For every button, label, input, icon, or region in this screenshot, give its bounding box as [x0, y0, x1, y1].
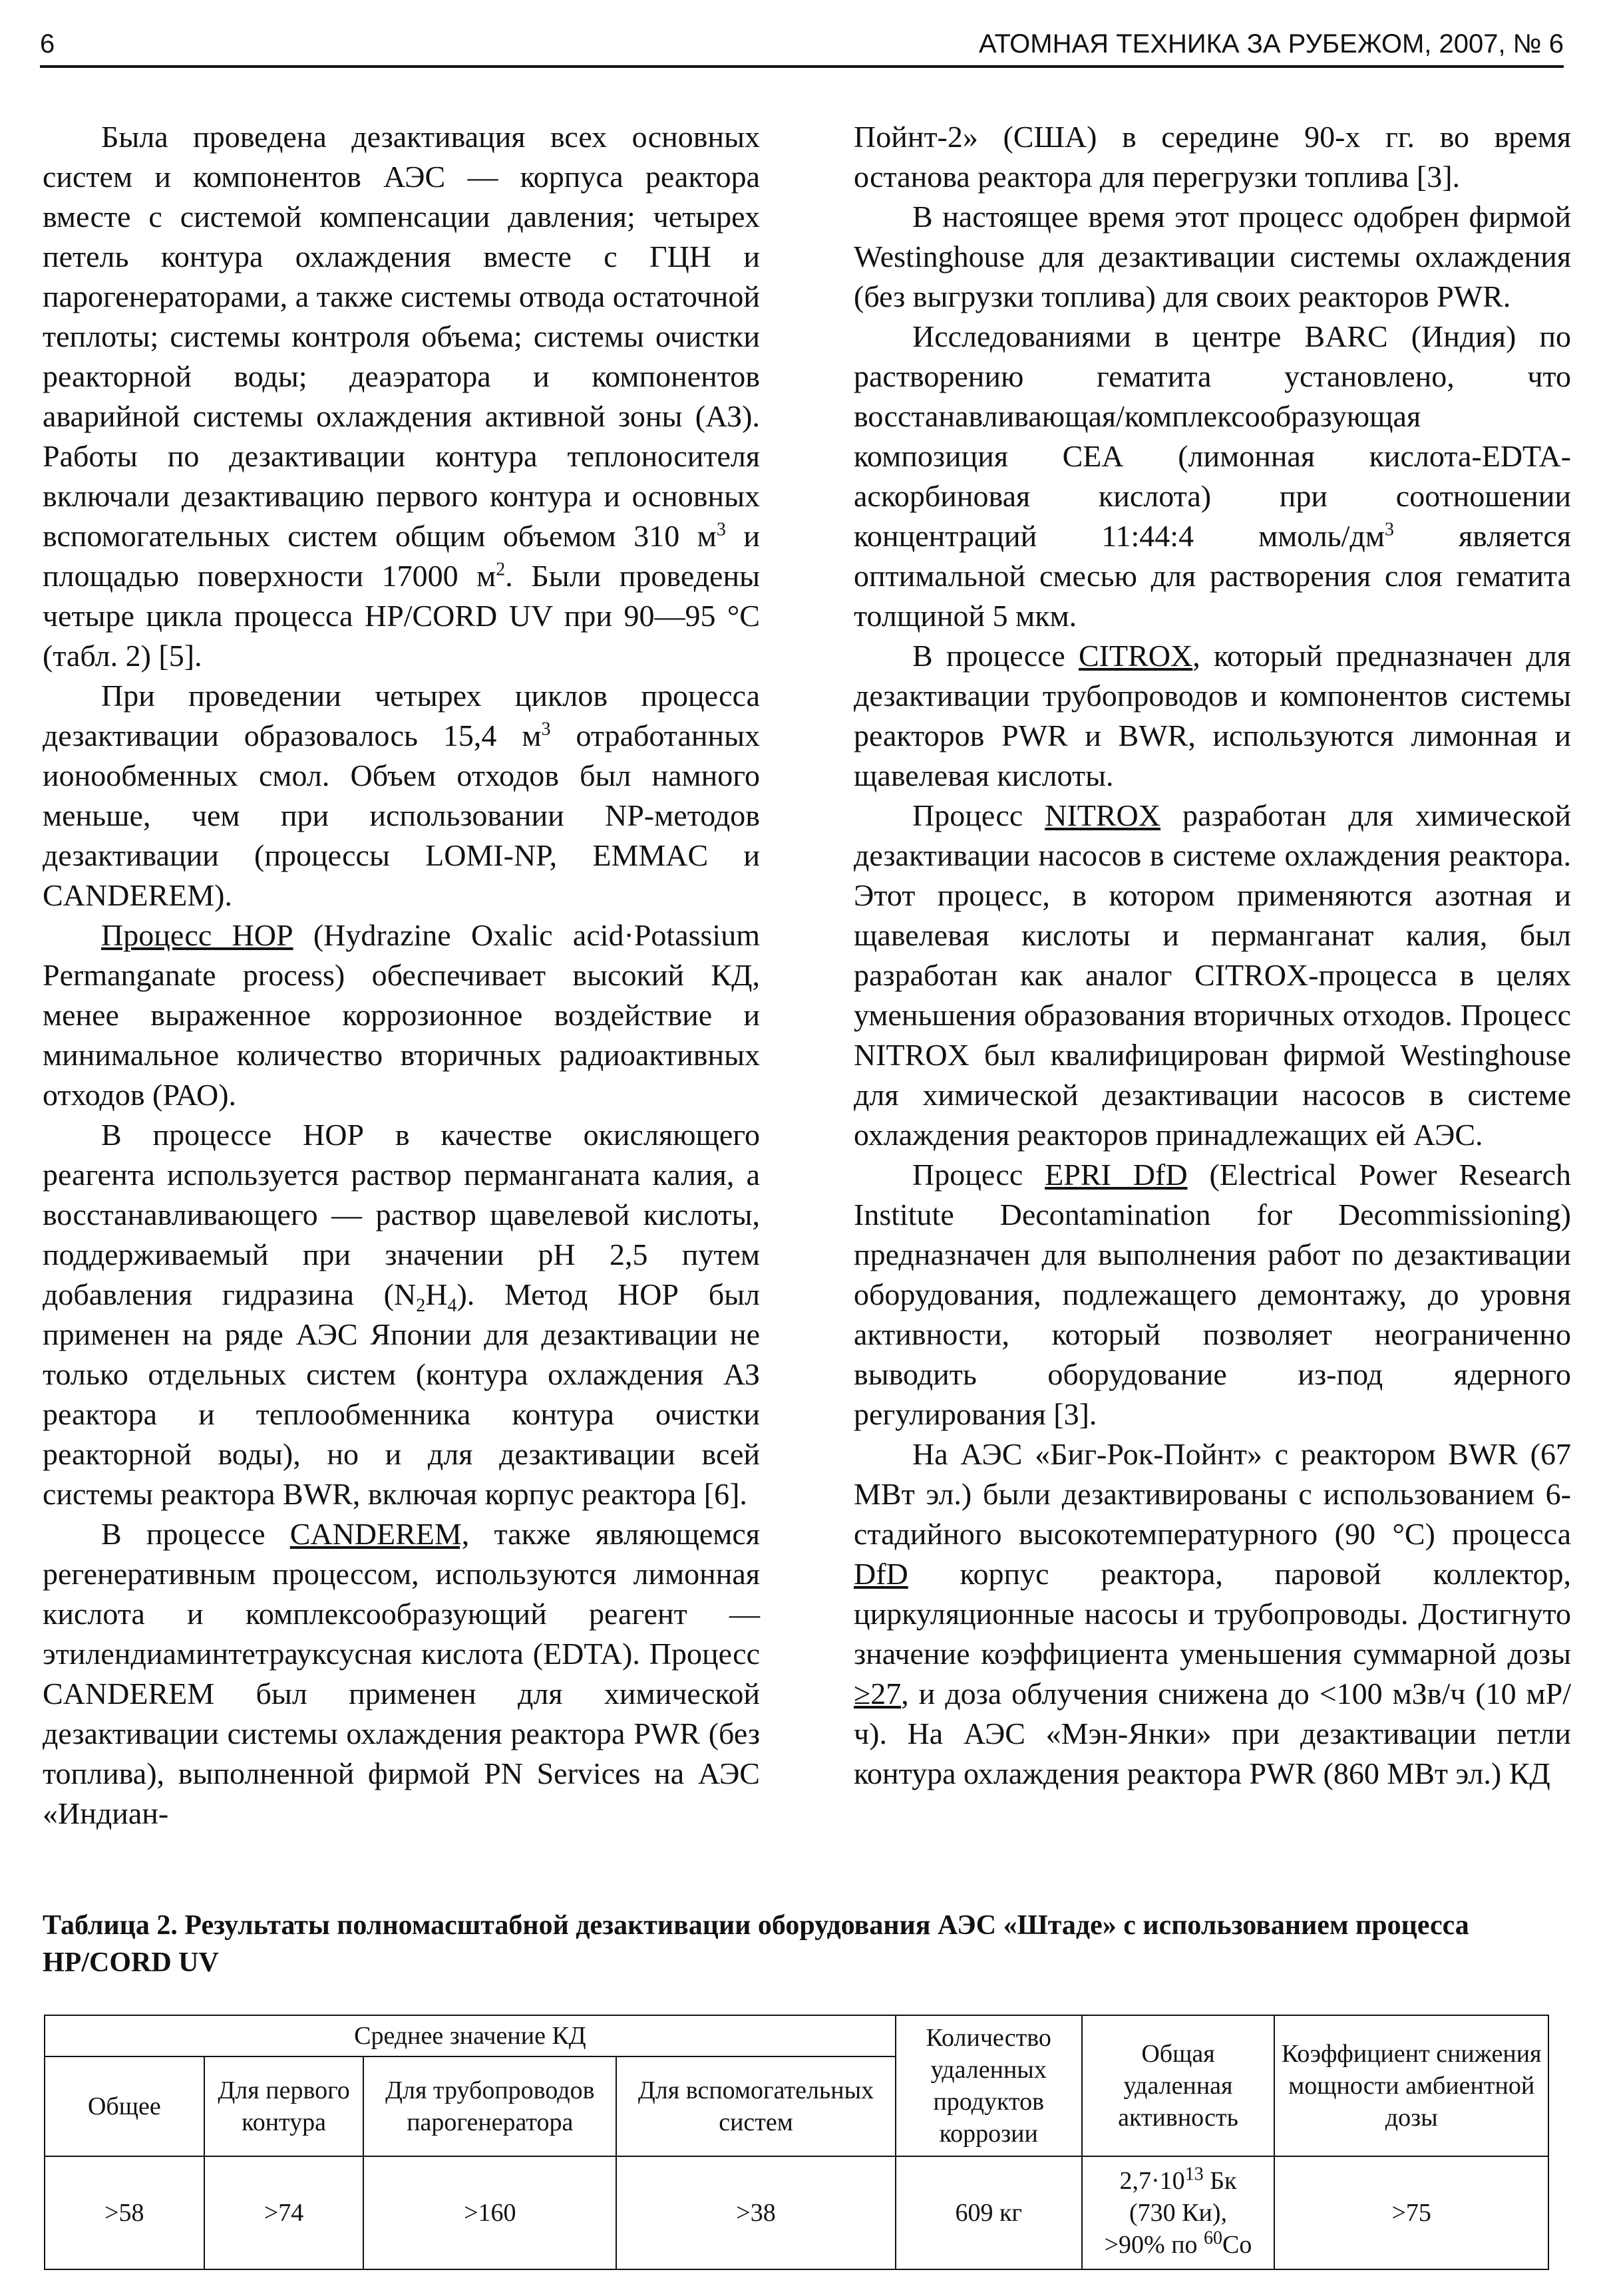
- process-term: DfD: [854, 1557, 908, 1591]
- cell-dose: >75: [1274, 2156, 1548, 2269]
- col-header-aux: Для вспомогательных систем: [616, 2056, 896, 2156]
- paragraph: На АЭС «Биг-Рок-Пойнт» с реактором BWR (67 МВт эл.) были дезактивированы с использованием 6-стадийного высокотемпературного (90 °С) процесса DfD корпус реактора, паровой коллектор, циркуляционные насосы и трубопроводы. Достигнуто значение коэффициента уменьшения суммарной дозы ≥27, и доза облучения снижена до <100 мЗв/ч (10 мР/ч). На АЭС «Мэн-Янки» при дезактивации петли контура охлаждения реактора PWR (860 МВт эл.) КД: [854, 1437, 1571, 1790]
- col-header-primary: Для первого контура: [204, 2056, 364, 2156]
- cell-primary: >74: [204, 2156, 364, 2269]
- cell-activity: $2,7\cdot 10^{13}$ Бк (730 Ки), >90% по $^{60}$Со: [1082, 2156, 1275, 2269]
- col-header-activity: Общая удаленная активность: [1082, 2015, 1275, 2156]
- page-number: 6: [40, 29, 55, 59]
- table-caption: Таблица 2. Результаты полномасштабной дезактивации оборудования АЭС «Штаде» с использованием процесса HP/CORD UV: [43, 1910, 1469, 1978]
- paragraph: В процессе НОР в качестве окисляющего реагента используется раствор перманганата калия, а восстанавливающего — раствор щавелевой кислоты, поддерживаемый при значении pH 2,5 путем добавления гидразина $(N_2H_4)$. Метод НОР был применен на ряде АЭС Японии для дезактивации не только отдельных систем (контура охлаждения АЗ реактора и теплообменника контура очистки реакторной воды), но и для дезактивации всей системы реактора BWR, включая корпус реактора [6].: [43, 1118, 760, 1511]
- process-term: NITROX: [1045, 798, 1160, 832]
- journal-title: АТОМНАЯ ТЕХНИКА ЗА РУБЕЖОМ, 2007, № 6: [978, 29, 1564, 59]
- col-header-total: Общее: [45, 2056, 204, 2156]
- cell-total: >58: [45, 2156, 204, 2269]
- col-header-dose: Коэффициент снижения мощности амбиентной дозы: [1274, 2015, 1548, 2156]
- paragraph: В процессе CITROX, который предназначен для дезактивации трубопроводов и компонентов системы реакторов PWR и BWR, используются лимонная и щавелевая кислоты.: [854, 639, 1572, 792]
- paragraph: Была проведена дезактивация всех основных систем и компонентов АЭС — корпуса реактора вместе с системой компенсации давления; четырех петель контура охлаждения вместе с ГЦН и парогенераторами, а также системы отвода остаточной теплоты; системы контроля объема; системы очистки реакторной воды; деаэратора и компонентов аварийной системы охлаждения активной зоны (АЗ). Работы по дезактивации контура теплоносителя включали дезактивацию первого контура и основных вспомогательных систем общим объемом 310 $м^3$ и площадью поверхности 17000 $м^2$. Были проведены четыре цикла процесса HP/CORD UV при 90—95 °С (табл. 2) [5].: [43, 120, 760, 673]
- process-term: CANDEREM,: [289, 1517, 470, 1551]
- paragraph: В процессе CANDEREM, также являющемся регенеративным процессом, используются лимонная кислота и комплексообразующий реагент — этилендиаминтетрауксусная кислота (EDTA). Процесс CANDEREM был применен для химической дезактивации системы охлаждения реактора PWR (без топлива), выполненной фирмой PN Services на АЭС «Индиан-: [43, 1517, 760, 1830]
- group-header: Среднее значение КД: [45, 2015, 896, 2056]
- paragraph: При проведении четырех циклов процесса дезактивации образовалось 15,4 $м^3$ отработанных ионообменных смол. Объем отходов был намного меньше, чем при использовании NP-методов дезактивации (процессы LOMI-NP, EMMAC и CANDEREM).: [43, 679, 761, 912]
- paragraph: Процесс NITROX разработан для химической дезактивации насосов в системе охлаждения реактора. Этот процесс, в котором применяются азотная и щавелевая кислоты и перманганат калия, был разработан как аналог CITROX-процесса в целях уменьшения образования вторичных отходов. Процесс NITROX был квалифицирован фирмой Westinghouse для химической дезактивации насосов в системе охлаждения реакторов принадлежащих ей АЭС.: [854, 798, 1572, 1152]
- process-term: CITROX: [1078, 639, 1193, 673]
- paragraph: Процесс НОР (Hydrazine Oxalic acid·Potassium Permanganate process) обеспечивает высокий КД, менее выраженное коррозионное воздействие и минимальное количество вторичных радиоактивных отходов (РАО).: [43, 918, 760, 1112]
- process-term: Процесс НОР: [101, 918, 293, 952]
- cell-corrosion: 609 кг: [896, 2156, 1082, 2269]
- cell-sg-pipes: >160: [363, 2156, 616, 2269]
- right-column: [854, 117, 1571, 1794]
- results-table: [44, 2015, 1549, 2270]
- col-header-sg-pipes: Для трубопроводов парогенератора: [363, 2056, 616, 2156]
- paragraph: В настоящее время этот процесс одобрен фирмой Westinghouse для дезактивации системы охлаждения (без выгрузки топлива) для своих реакторов PWR.: [854, 200, 1571, 313]
- col-header-corrosion: Количество удаленных продуктов коррозии: [896, 2015, 1082, 2156]
- paragraph: Пойнт-2» (США) в середине 90-х гг. во время останова реактора для перегрузки топлива [3].: [854, 120, 1571, 194]
- paragraph: Процесс EPRI DfD (Electrical Power Research Institute Decontamination for Decommissioning) предназначен для выполнения работ по дезактивации оборудования, подлежащего демонтажу, до уровня активности, который позволяет неограниченно выводить оборудование из-под ядерного регулирования [3].: [854, 1158, 1571, 1431]
- left-column: [43, 117, 760, 1834]
- paragraph: Исследованиями в центре BARC (Индия) по растворению гематита установлено, что восстанавливающая/комплексообразующая композиция СЕА (лимонная кислота-EDTA-аскорбиновая кислота) при соотношении концентраций 11:44:4 ммоль/$дм^3$ является оптимальной смесью для растворения слоя гематита толщиной 5 мкм.: [854, 319, 1571, 633]
- table-row: [45, 2156, 1548, 2269]
- cell-aux: >38: [616, 2156, 896, 2269]
- process-term: EPRI DfD: [1045, 1158, 1188, 1192]
- page-header: [40, 24, 1564, 68]
